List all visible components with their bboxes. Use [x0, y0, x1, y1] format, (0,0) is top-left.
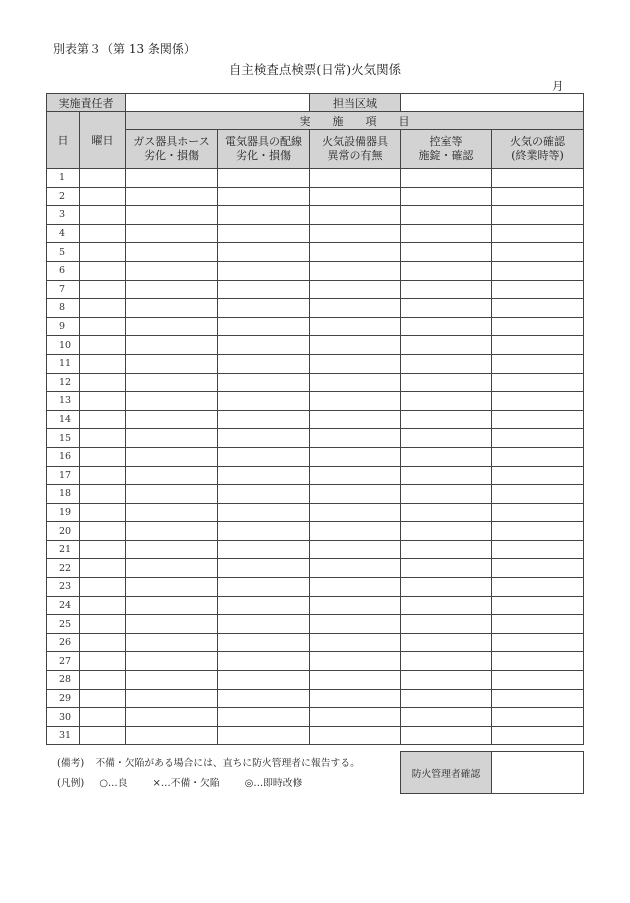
check-cell[interactable]	[126, 652, 218, 671]
check-cell[interactable]	[126, 410, 218, 429]
day-number: 29	[47, 689, 80, 708]
legend-item-good: ○…良	[99, 778, 128, 789]
check-cell[interactable]	[310, 299, 401, 318]
check-cell[interactable]	[218, 224, 310, 243]
weekday-cell[interactable]	[80, 689, 126, 708]
weekday-cell[interactable]	[80, 224, 126, 243]
weekday-cell[interactable]	[80, 317, 126, 336]
check-cell[interactable]	[492, 354, 584, 373]
weekday-cell[interactable]	[80, 299, 126, 318]
form-title: 自主検査点検票(日常)火気関係	[228, 62, 402, 77]
table-row	[47, 633, 584, 652]
weekday-cell[interactable]	[80, 652, 126, 671]
check-cell[interactable]	[401, 689, 492, 708]
day-number: 13	[47, 392, 80, 411]
check-cell[interactable]	[310, 317, 401, 336]
check-cell[interactable]	[126, 261, 218, 280]
check-cell[interactable]	[492, 187, 584, 206]
check-cell[interactable]	[126, 429, 218, 448]
check-cell[interactable]	[401, 429, 492, 448]
table-row	[47, 206, 584, 225]
check-cell[interactable]	[401, 280, 492, 299]
weekday-cell[interactable]	[80, 373, 126, 392]
check-cell[interactable]	[401, 503, 492, 522]
table-row	[47, 466, 584, 485]
check-cell[interactable]	[126, 726, 218, 745]
check-cell[interactable]	[310, 689, 401, 708]
weekday-cell[interactable]	[80, 261, 126, 280]
check-cell[interactable]	[401, 671, 492, 690]
day-number: 3	[47, 206, 80, 225]
day-number: 15	[47, 429, 80, 448]
day-number: 7	[47, 280, 80, 299]
check-cell[interactable]	[492, 392, 584, 411]
table-row	[47, 429, 584, 448]
table-row	[47, 559, 584, 578]
check-cell[interactable]	[492, 540, 584, 559]
confirm-field[interactable]	[492, 752, 584, 794]
check-cell[interactable]	[492, 317, 584, 336]
check-cell[interactable]	[218, 633, 310, 652]
check-cell[interactable]	[218, 410, 310, 429]
table-row	[47, 299, 584, 318]
check-cell[interactable]	[126, 392, 218, 411]
check-cell[interactable]	[218, 206, 310, 225]
check-cell[interactable]	[126, 243, 218, 262]
column-header-line1: 電気器具の配線	[225, 134, 302, 148]
check-cell[interactable]	[126, 299, 218, 318]
check-cell[interactable]	[401, 261, 492, 280]
weekday-cell[interactable]	[80, 559, 126, 578]
check-cell[interactable]	[310, 652, 401, 671]
table-row	[47, 596, 584, 615]
check-cell[interactable]	[492, 726, 584, 745]
check-cell[interactable]	[126, 187, 218, 206]
table-row	[47, 354, 584, 373]
check-cell[interactable]	[310, 429, 401, 448]
column-header-line1: 控室等	[429, 134, 463, 148]
check-cell[interactable]	[126, 578, 218, 597]
column-header	[310, 130, 401, 169]
day-number: 22	[47, 559, 80, 578]
day-number: 10	[47, 336, 80, 355]
check-cell[interactable]	[310, 503, 401, 522]
day-number: 16	[47, 447, 80, 466]
check-cell[interactable]	[218, 708, 310, 727]
check-cell[interactable]	[126, 503, 218, 522]
caption: 別表第３（第 13 条関係）	[53, 42, 196, 56]
weekday-cell[interactable]	[80, 169, 126, 188]
check-cell[interactable]	[401, 317, 492, 336]
check-cell[interactable]	[492, 261, 584, 280]
day-number: 14	[47, 410, 80, 429]
day-number: 24	[47, 596, 80, 615]
month-label: 月	[552, 79, 564, 93]
check-cell[interactable]	[492, 169, 584, 188]
remark-label: (備考)	[57, 758, 85, 769]
check-cell[interactable]	[126, 447, 218, 466]
check-cell[interactable]	[310, 578, 401, 597]
table-row	[47, 652, 584, 671]
check-cell[interactable]	[401, 373, 492, 392]
remark-text: 不備・欠陥がある場合には、直ちに防火管理者に報告する。	[95, 758, 360, 769]
check-cell[interactable]	[310, 261, 401, 280]
check-cell[interactable]	[492, 299, 584, 318]
column-header	[401, 130, 492, 169]
check-cell[interactable]	[401, 206, 492, 225]
check-cell[interactable]	[126, 317, 218, 336]
check-cell[interactable]	[310, 206, 401, 225]
day-number: 6	[47, 261, 80, 280]
day-number: 19	[47, 503, 80, 522]
day-number: 27	[47, 652, 80, 671]
check-cell[interactable]	[126, 559, 218, 578]
check-cell[interactable]	[218, 652, 310, 671]
area-field[interactable]	[401, 94, 584, 112]
check-cell[interactable]	[218, 187, 310, 206]
check-cell[interactable]	[401, 410, 492, 429]
column-header-line2: 劣化・損傷	[144, 149, 199, 162]
check-cell[interactable]	[218, 615, 310, 634]
check-cell[interactable]	[218, 243, 310, 262]
table-row	[47, 392, 584, 411]
check-cell[interactable]	[126, 206, 218, 225]
check-cell[interactable]	[218, 447, 310, 466]
table-row	[47, 726, 584, 745]
table-row	[47, 243, 584, 262]
check-cell[interactable]	[218, 317, 310, 336]
check-cell[interactable]	[310, 243, 401, 262]
check-cell[interactable]	[126, 708, 218, 727]
check-cell[interactable]	[492, 224, 584, 243]
weekday-cell[interactable]	[80, 596, 126, 615]
check-cell[interactable]	[310, 671, 401, 690]
check-cell[interactable]	[492, 522, 584, 541]
check-cell[interactable]	[218, 726, 310, 745]
check-cell[interactable]	[218, 671, 310, 690]
check-cell[interactable]	[310, 224, 401, 243]
weekday-cell[interactable]	[80, 466, 126, 485]
table-row	[47, 280, 584, 299]
table-row	[47, 261, 584, 280]
table-row	[47, 224, 584, 243]
check-cell[interactable]	[218, 169, 310, 188]
check-cell[interactable]	[126, 689, 218, 708]
weekday-cell[interactable]	[80, 280, 126, 299]
check-cell[interactable]	[218, 503, 310, 522]
column-header-line2: 施錠・確認	[418, 149, 474, 162]
column-header	[126, 130, 218, 169]
day-number: 2	[47, 187, 80, 206]
check-cell[interactable]	[310, 726, 401, 745]
table-row	[47, 447, 584, 466]
check-cell[interactable]	[310, 373, 401, 392]
check-cell[interactable]	[401, 708, 492, 727]
check-cell[interactable]	[492, 689, 584, 708]
check-cell[interactable]	[310, 466, 401, 485]
day-number: 17	[47, 466, 80, 485]
day-number: 28	[47, 671, 80, 690]
day-number: 25	[47, 615, 80, 634]
table-row	[47, 671, 584, 690]
responsible-label: 実施責任者	[47, 94, 126, 112]
table-row	[47, 522, 584, 541]
day-number: 26	[47, 633, 80, 652]
check-cell[interactable]	[126, 336, 218, 355]
check-cell[interactable]	[310, 336, 401, 355]
weekday-cell[interactable]	[80, 485, 126, 504]
check-cell[interactable]	[218, 299, 310, 318]
table-row	[47, 373, 584, 392]
check-cell[interactable]	[401, 243, 492, 262]
column-header	[492, 130, 584, 169]
check-cell[interactable]	[310, 540, 401, 559]
table-row	[47, 503, 584, 522]
check-cell[interactable]	[126, 224, 218, 243]
check-cell[interactable]	[310, 522, 401, 541]
check-cell[interactable]	[401, 299, 492, 318]
day-number: 31	[47, 726, 80, 745]
check-cell[interactable]	[492, 429, 584, 448]
weekday-cell[interactable]	[80, 708, 126, 727]
check-cell[interactable]	[492, 243, 584, 262]
check-cell[interactable]	[310, 559, 401, 578]
table-row	[47, 689, 584, 708]
day-number: 20	[47, 522, 80, 541]
check-cell[interactable]	[126, 671, 218, 690]
weekday-cell[interactable]	[80, 243, 126, 262]
check-cell[interactable]	[492, 578, 584, 597]
table-row	[47, 169, 584, 188]
check-cell[interactable]	[492, 503, 584, 522]
column-header-line2: 劣化・損傷	[236, 149, 291, 162]
weekday-header: 曜日	[80, 112, 126, 169]
weekday-cell[interactable]	[80, 206, 126, 225]
day-number: 23	[47, 578, 80, 597]
table-row	[47, 336, 584, 355]
check-cell[interactable]	[492, 559, 584, 578]
check-cell[interactable]	[218, 485, 310, 504]
check-cell[interactable]	[310, 354, 401, 373]
day-number: 18	[47, 485, 80, 504]
remark-line	[57, 754, 360, 774]
check-cell[interactable]	[401, 336, 492, 355]
check-cell[interactable]	[310, 169, 401, 188]
column-header-line2: (終業時等)	[511, 149, 564, 162]
table-row	[47, 540, 584, 559]
check-cell[interactable]	[492, 633, 584, 652]
check-cell[interactable]	[218, 354, 310, 373]
table-row	[47, 708, 584, 727]
day-number: 9	[47, 317, 80, 336]
column-header-line1: 火気設備器具	[322, 134, 388, 148]
check-cell[interactable]	[492, 410, 584, 429]
day-number: 5	[47, 243, 80, 262]
legend-line	[57, 774, 360, 794]
check-cell[interactable]	[492, 671, 584, 690]
column-header-line1: 火気の確認	[510, 134, 565, 148]
check-cell[interactable]	[401, 726, 492, 745]
check-cell[interactable]	[310, 708, 401, 727]
check-cell[interactable]	[492, 206, 584, 225]
column-header	[218, 130, 310, 169]
check-cell[interactable]	[401, 652, 492, 671]
notes	[57, 754, 360, 794]
check-cell[interactable]	[126, 540, 218, 559]
check-cell[interactable]	[218, 261, 310, 280]
check-cell[interactable]	[310, 392, 401, 411]
day-number: 1	[47, 169, 80, 188]
table-row	[47, 187, 584, 206]
check-cell[interactable]	[310, 410, 401, 429]
weekday-cell[interactable]	[80, 447, 126, 466]
check-cell[interactable]	[492, 485, 584, 504]
check-cell[interactable]	[218, 578, 310, 597]
check-cell[interactable]	[126, 354, 218, 373]
check-cell[interactable]	[126, 466, 218, 485]
check-cell[interactable]	[126, 169, 218, 188]
day-number: 21	[47, 540, 80, 559]
check-cell[interactable]	[310, 615, 401, 634]
weekday-cell[interactable]	[80, 522, 126, 541]
check-cell[interactable]	[401, 540, 492, 559]
check-cell[interactable]	[218, 429, 310, 448]
weekday-cell[interactable]	[80, 336, 126, 355]
check-cell[interactable]	[126, 522, 218, 541]
table-row	[47, 485, 584, 504]
check-cell[interactable]	[218, 280, 310, 299]
check-cell[interactable]	[492, 447, 584, 466]
check-cell[interactable]	[401, 392, 492, 411]
check-cell[interactable]	[401, 447, 492, 466]
table-row	[47, 615, 584, 634]
day-number: 8	[47, 299, 80, 318]
check-cell[interactable]	[218, 336, 310, 355]
check-cell[interactable]	[218, 373, 310, 392]
legend-label: (凡例)	[57, 778, 85, 789]
check-cell[interactable]	[401, 615, 492, 634]
day-number: 11	[47, 354, 80, 373]
weekday-cell[interactable]	[80, 633, 126, 652]
check-cell[interactable]	[310, 447, 401, 466]
check-cell[interactable]	[218, 689, 310, 708]
check-cell[interactable]	[310, 280, 401, 299]
check-cell[interactable]	[401, 187, 492, 206]
column-header-line2: 異常の有無	[327, 149, 383, 162]
column-header-line1: ガス器具ホース	[133, 134, 210, 148]
check-cell[interactable]	[218, 522, 310, 541]
check-cell[interactable]	[310, 485, 401, 504]
check-cell[interactable]	[218, 540, 310, 559]
legend-item-repaired: ◎…即時改修	[244, 778, 303, 789]
weekday-cell[interactable]	[80, 187, 126, 206]
check-cell[interactable]	[126, 615, 218, 634]
day-number: 30	[47, 708, 80, 727]
check-cell[interactable]	[401, 224, 492, 243]
check-cell[interactable]	[401, 559, 492, 578]
weekday-cell[interactable]	[80, 615, 126, 634]
day-number: 12	[47, 373, 80, 392]
check-cell[interactable]	[126, 373, 218, 392]
check-cell[interactable]	[492, 336, 584, 355]
check-cell[interactable]	[126, 485, 218, 504]
weekday-cell[interactable]	[80, 429, 126, 448]
check-cell[interactable]	[492, 466, 584, 485]
check-cell[interactable]	[492, 373, 584, 392]
legend-item-defect: ×…不備・欠陥	[152, 778, 220, 789]
manager-confirm-box	[400, 751, 584, 794]
weekday-cell[interactable]	[80, 503, 126, 522]
weekday-cell[interactable]	[80, 354, 126, 373]
check-cell[interactable]	[492, 596, 584, 615]
weekday-cell[interactable]	[80, 392, 126, 411]
check-cell[interactable]	[401, 596, 492, 615]
check-cell[interactable]	[126, 596, 218, 615]
day-header: 日	[47, 112, 80, 169]
check-cell[interactable]	[401, 466, 492, 485]
check-cell[interactable]	[401, 522, 492, 541]
inspection-table	[46, 93, 584, 745]
check-cell[interactable]	[126, 280, 218, 299]
check-cell[interactable]	[310, 187, 401, 206]
check-cell[interactable]	[492, 280, 584, 299]
check-cell[interactable]	[218, 596, 310, 615]
check-cell[interactable]	[492, 652, 584, 671]
table-row	[47, 578, 584, 597]
table-row	[47, 317, 584, 336]
check-cell[interactable]	[492, 708, 584, 727]
day-number: 4	[47, 224, 80, 243]
check-cell[interactable]	[401, 169, 492, 188]
check-cell[interactable]	[310, 596, 401, 615]
items-header: 実 施 項 目	[126, 112, 584, 130]
check-cell[interactable]	[126, 633, 218, 652]
check-cell[interactable]	[218, 466, 310, 485]
check-cell[interactable]	[492, 615, 584, 634]
check-cell[interactable]	[218, 559, 310, 578]
check-cell[interactable]	[401, 354, 492, 373]
weekday-cell[interactable]	[80, 578, 126, 597]
weekday-cell[interactable]	[80, 671, 126, 690]
weekday-cell[interactable]	[80, 540, 126, 559]
check-cell[interactable]	[401, 485, 492, 504]
confirm-label: 防火管理者確認	[401, 752, 492, 794]
check-cell[interactable]	[218, 392, 310, 411]
responsible-field[interactable]	[126, 94, 310, 112]
area-label: 担当区域	[310, 94, 401, 112]
table-row	[47, 410, 584, 429]
weekday-cell[interactable]	[80, 410, 126, 429]
weekday-cell[interactable]	[80, 726, 126, 745]
check-cell[interactable]	[310, 633, 401, 652]
check-cell[interactable]	[401, 633, 492, 652]
check-cell[interactable]	[401, 578, 492, 597]
